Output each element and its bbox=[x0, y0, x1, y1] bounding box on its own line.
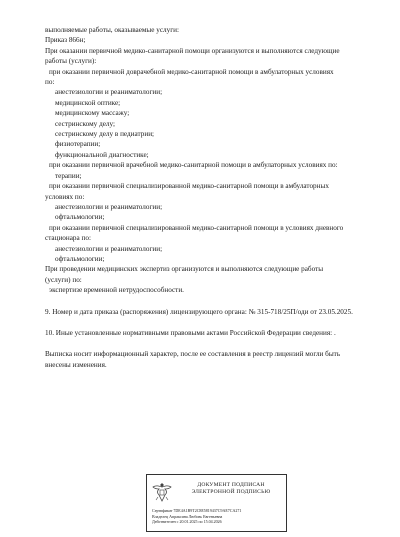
text-line: медицинской оптике; bbox=[55, 98, 121, 107]
text-line: экспертизе временной нетрудоспособности. bbox=[49, 286, 184, 295]
text-line: по: bbox=[45, 78, 55, 87]
text-line: при оказании первичной доврачебной медико-санитарной помощи в амбулаторных условиях bbox=[49, 67, 334, 76]
license-order-item: 9. Номер и дата приказа (распоряжения) лицензирующего органа: № 315-718/25П/оди от 23.05.2025. bbox=[45, 307, 353, 316]
text-line: условиях по: bbox=[45, 192, 85, 201]
document-text bbox=[45, 25, 365, 370]
text-line: при оказании первичной специализированной медико-санитарной помощи в амбулаторных bbox=[49, 182, 329, 191]
text-line: анестезиологии и реаниматологии; bbox=[55, 244, 163, 253]
text-line: офтальмологии; bbox=[55, 213, 105, 222]
text-line: сестринскому делу в педиатрии; bbox=[55, 130, 155, 139]
text-line: при оказании первичной врачебной медико-санитарной помощи в амбулаторных условиях по: bbox=[49, 161, 338, 170]
other-info-item: 10. Иные установленные нормативными правовыми актами Российской Федерации сведения: . bbox=[45, 328, 336, 337]
disclaimer-note: Выписка носит информационный характер, после ее составления в реестр лицензий могли быть внесены изменения. bbox=[45, 350, 341, 369]
text-line: офтальмологии; bbox=[55, 254, 105, 263]
text-line: стационара по: bbox=[45, 234, 91, 243]
text-line: терапии; bbox=[55, 171, 82, 180]
text-line: Приказ 866н; bbox=[45, 36, 86, 45]
text-line: (услуги) по: bbox=[45, 275, 82, 284]
text-line: работы (услуги): bbox=[45, 57, 97, 66]
certificate-owner: Владелец Апраксина Любовь Евгеньевна bbox=[152, 513, 223, 519]
text-line: функциональной диагностике; bbox=[55, 150, 149, 159]
text-line: медицинскому массажу; bbox=[55, 109, 130, 118]
text-line: При оказании первичной медико-санитарной помощи организуются и выполняются следующие bbox=[45, 46, 340, 55]
text-line: анестезиологии и реаниматологии; bbox=[55, 88, 163, 97]
certificate-number: Сертификат 7DE4A1B9T2C8E5819437C9AE7CA271 bbox=[152, 508, 242, 513]
certificate-validity: Действителен с 20.01.2025 по 15.04.2026 bbox=[152, 519, 222, 525]
text-line: выполняемые работы, оказываемые услуги: bbox=[45, 26, 179, 34]
text-line: при оказании первичной специализированной медико-санитарной помощи в условиях дневного bbox=[49, 223, 344, 232]
stamp-title: ДОКУМЕНТ ПОДПИСАН ЭЛЕКТРОННОЙ ПОДПИСЬЮ bbox=[191, 482, 271, 495]
text-line: сестринскому делу; bbox=[55, 119, 115, 128]
stamp-details bbox=[152, 508, 241, 525]
text-line: При проведении медицинских экспертиз организуются и выполняются следующие работы bbox=[45, 265, 324, 274]
text-line: физиотерапии; bbox=[55, 140, 101, 149]
signature-stamp bbox=[146, 474, 287, 532]
text-line: анестезиологии и реаниматологии; bbox=[55, 202, 163, 211]
coat-of-arms-icon bbox=[151, 480, 173, 504]
